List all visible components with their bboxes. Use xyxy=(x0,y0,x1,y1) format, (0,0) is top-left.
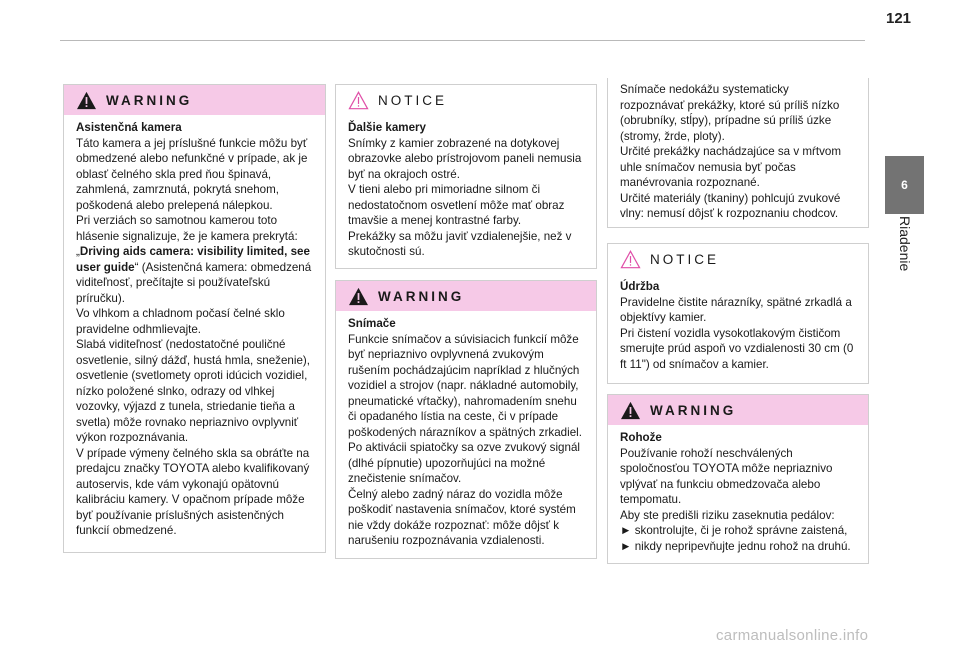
continued-text: Snímače nedokážu systematicky rozpoznávať prekážky, ktoré sú príliš nízko (obrubníky, stĺpy), prípadne sú príliš úzke (stromy, žrde, ploty). Určité prekážky nachádzajúce sa v mŕtvom uhle snímačov nemusia byť počas manévrovania rozpoznané. Určité materiály (tkaniny) pohlcujú zvukové vlny: nemusí dôjsť k rozpoznaniu chodcov. xyxy=(620,83,842,220)
notice-triangle-icon xyxy=(348,91,369,110)
warning-text-part2: “ (Asistenčná kamera: obmedzená viditeľnosť, prečítajte si používateľskú príručku). Vo vlhkom a chladnom počasí čelné sklo pravidelne odhmlievajte. Slabá viditeľnosť (nedostatočné pouličné osvetlenie, silný dážď, hustá hmla, sneženie), osvetlenie (svetlomety oproti idúcich vozidiel, nízko položené slnko, odrazy od vlhkej vozovky, výjazd z tunela, striedanie tieňa a svetla) môže rovnako nepriaznivo ovplyvniť výkon rozpoznávania. V prípade výmeny čelného skla sa obráťte na predajcu značky TOYOTA alebo kvalifikovaný autoservis, kde vám vykonajú opätovnú kalibráciu kamery. V opačnom prípade môže byť používanie príslušných asistenčných funkcií obmedzené. xyxy=(76,260,312,537)
warning-header xyxy=(64,85,325,115)
notice-body xyxy=(608,274,868,378)
warning-body xyxy=(608,425,868,560)
bullet-item xyxy=(620,523,856,539)
warning-body xyxy=(64,115,325,545)
bullet-text: nikdy nepripevňujte jednu rohož na druhú. xyxy=(634,539,851,553)
notice-box-maintenance xyxy=(607,243,869,384)
warning-text-part1: Táto kamera a jej príslušné funkcie môžu byť obmedzené alebo nefunkčné v prípade, ak je oblasť čelného skla pred ňou špinavá, zahmlená, zamrznutá, pokrytá snehom, poškodená alebo prelepená nálepkou. Pri verziách so samotnou kamerou toto hlásenie signalizuje, že je kamera prekrytá: „ xyxy=(76,136,308,258)
notice-text: Pravidelne čistite nárazníky, spätné zrkadlá a objektívy kamier. Pri čistení vozidla vysokotlakovým čističom smerujte prúd aspoň vo vzdialenosti 30 cm (0 ft 11") od snímačov a kamier. xyxy=(620,295,854,371)
bullet-item xyxy=(620,539,856,555)
notice-title: Ďalšie kamery xyxy=(348,121,426,134)
warning-header xyxy=(608,395,868,425)
chapter-tab[interactable] xyxy=(885,156,924,214)
warning-heading: WARNING xyxy=(650,402,737,418)
notice-title: Údržba xyxy=(620,280,660,293)
bullet-text: skontrolujte, či je rohož správne zaistená, xyxy=(634,524,848,537)
warning-bold-message: Driving aids camera: visibility limited, see user guide xyxy=(76,245,310,274)
chapter-tab-number: 6 xyxy=(901,178,908,192)
warning-triangle-icon xyxy=(76,91,97,110)
chapter-label: Riadenie xyxy=(897,216,913,272)
notice-header xyxy=(608,244,868,274)
top-rule xyxy=(60,40,865,41)
warning-triangle-icon xyxy=(620,401,641,420)
page-number: 121 xyxy=(886,10,912,27)
watermark: carmanualsonline.info xyxy=(716,627,869,644)
warning-body xyxy=(336,311,596,555)
notice-heading: NOTICE xyxy=(378,92,448,108)
warning-box-floor-mats xyxy=(607,394,869,564)
warning-text: Používanie rohoží neschválených spoločnosťou TOYOTA môže nepriaznivo vplývať na funkciu obmedzovača alebo tempomatu. Aby ste predišli riziku zaseknutia pedálov: xyxy=(620,446,835,522)
continued-body xyxy=(608,78,868,228)
warning-box-camera xyxy=(63,84,326,553)
notice-text: Snímky z kamier zobrazené na dotykovej obrazovke alebo prístrojovom paneli nemusia byť na okrajoch ostré. V tieni alebo pri mimoriadne silnom či nedostatočnom osvetlení môže mať obraz tmavšie a menej kontrastné farby. Prekážky sa môžu javiť vzdialenejšie, než v skutočnosti sú. xyxy=(348,136,582,258)
warning-heading: WARNING xyxy=(106,92,193,108)
warning-header xyxy=(336,281,596,311)
warning-title: Snímače xyxy=(348,317,396,330)
warning-title: Rohože xyxy=(620,431,662,444)
notice-box-cameras xyxy=(335,84,597,269)
bullet-arrow-icon: ► xyxy=(620,539,632,553)
notice-triangle-icon xyxy=(620,250,641,269)
continued-warning-box xyxy=(607,78,869,228)
notice-body xyxy=(336,115,596,266)
warning-heading: WARNING xyxy=(378,288,465,304)
warning-title: Asistenčná kamera xyxy=(76,121,182,134)
warning-box-sensors xyxy=(335,280,597,559)
warning-triangle-icon xyxy=(348,287,369,306)
notice-heading: NOTICE xyxy=(650,251,720,267)
bullet-arrow-icon: ► xyxy=(620,524,632,537)
warning-text: Funkcie snímačov a súvisiacich funkcií môže byť nepriaznivo ovplyvnená zvukovým rušením pochádzajúcim napríklad z hlučných vozidiel a strojov (napr. nákladné automobily, pneumatické vŕtačky), nahromadením snehu či opadaného lístia na ceste, či v prípade poškodených nárazníkov a spätných zrkadiel. Po aktivácii spiatočky sa ozve zvukový signál (dlhé pípnutie) upozorňujúci na možné znečistenie snímačov. Čelný alebo zadný náraz do vozidla môže poškodiť nastavenia snímačov, ktoré systém nie vždy dokáže rozpoznať: môže dôjsť k narušeniu rozpoznávania vzdialenosti. xyxy=(348,332,582,547)
notice-header xyxy=(336,85,596,115)
